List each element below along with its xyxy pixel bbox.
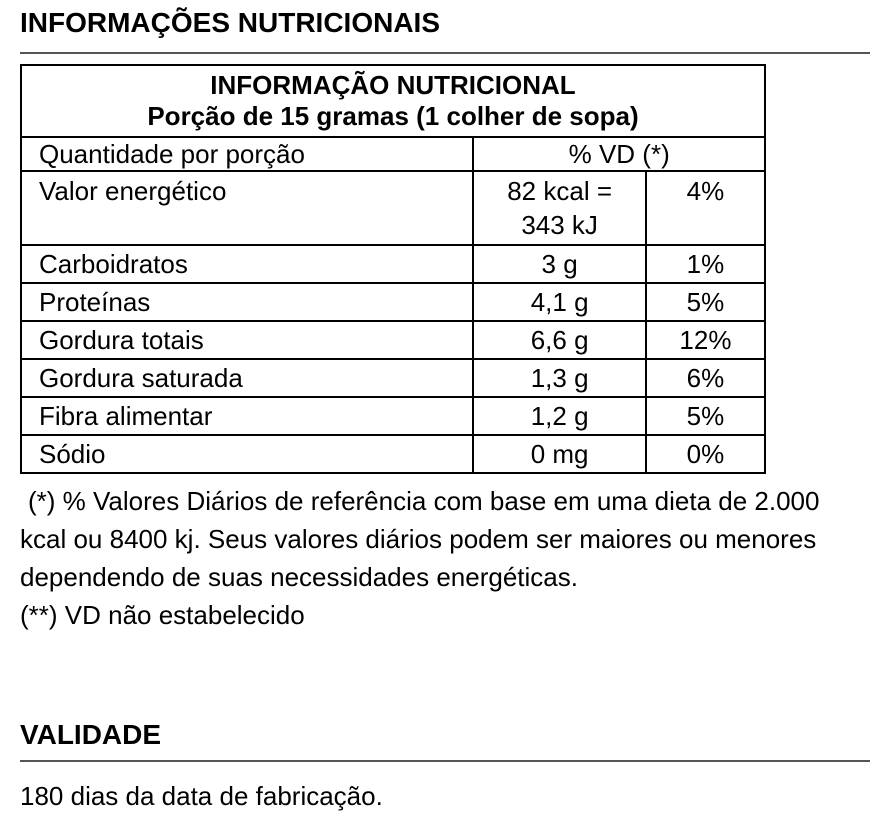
nutrient-vd: 4% [686,176,725,206]
table-title: INFORMAÇÃO NUTRICIONAL [210,70,576,100]
nutrient-vd: 1% [646,245,765,283]
table-row [21,321,765,359]
nutrient-amount [474,172,644,242]
nutrient-amount: 1,2 g [473,397,645,435]
nutrient-vd: 0% [646,435,765,473]
nutrient-name: Gordura saturada [21,359,473,397]
nutrient-amount: 0 mg [473,435,645,473]
table-row [21,359,765,397]
serving-size: Porção de 15 gramas (1 colher de sopa) [147,101,639,131]
section-divider [20,760,870,762]
table-row [21,171,765,245]
footnote-vd-not-established: (**) VD não estabelecido [20,600,305,630]
nutrient-vd: 5% [646,283,765,321]
nutrient-name: Carboidratos [21,245,473,283]
table-row [21,283,765,321]
table-header [21,65,765,137]
energy-kcal: 82 kcal = [507,176,613,206]
nutrient-amount: 4,1 g [473,283,645,321]
nutrient-name: Valor energético [39,176,227,206]
column-header-vd: % VD (*) [473,137,765,171]
nutrient-vd: 12% [646,321,765,359]
validity-text: 180 dias da data de fabricação. [20,781,383,811]
nutrient-name: Sódio [21,435,473,473]
table-row [21,435,765,473]
nutrition-section-title: INFORMAÇÕES NUTRICIONAIS [20,7,440,38]
footnote-daily-values: (*) % Valores Diários de referência com base em uma dieta de 2.000 kcal ou 8400 kj. Seus valores diários podem ser maiores ou menores dependendo de suas necessidades energéticas. [20,486,820,592]
nutrient-name: Fibra alimentar [21,397,473,435]
nutrient-name: Proteínas [21,283,473,321]
nutrient-amount: 3 g [473,245,645,283]
nutrient-name: Gordura totais [21,321,473,359]
validity-section-title: VALIDADE [20,719,162,750]
table-row [21,397,765,435]
nutrient-amount: 6,6 g [473,321,645,359]
column-header-quantity: Quantidade por porção [21,137,473,171]
nutrient-vd: 6% [646,359,765,397]
nutrient-amount: 1,3 g [473,359,645,397]
section-divider [20,52,870,54]
nutrient-vd: 5% [646,397,765,435]
footnotes [20,482,865,634]
nutrition-facts-table [20,64,766,474]
energy-kj: 343 kJ [521,210,598,240]
table-row [21,245,765,283]
